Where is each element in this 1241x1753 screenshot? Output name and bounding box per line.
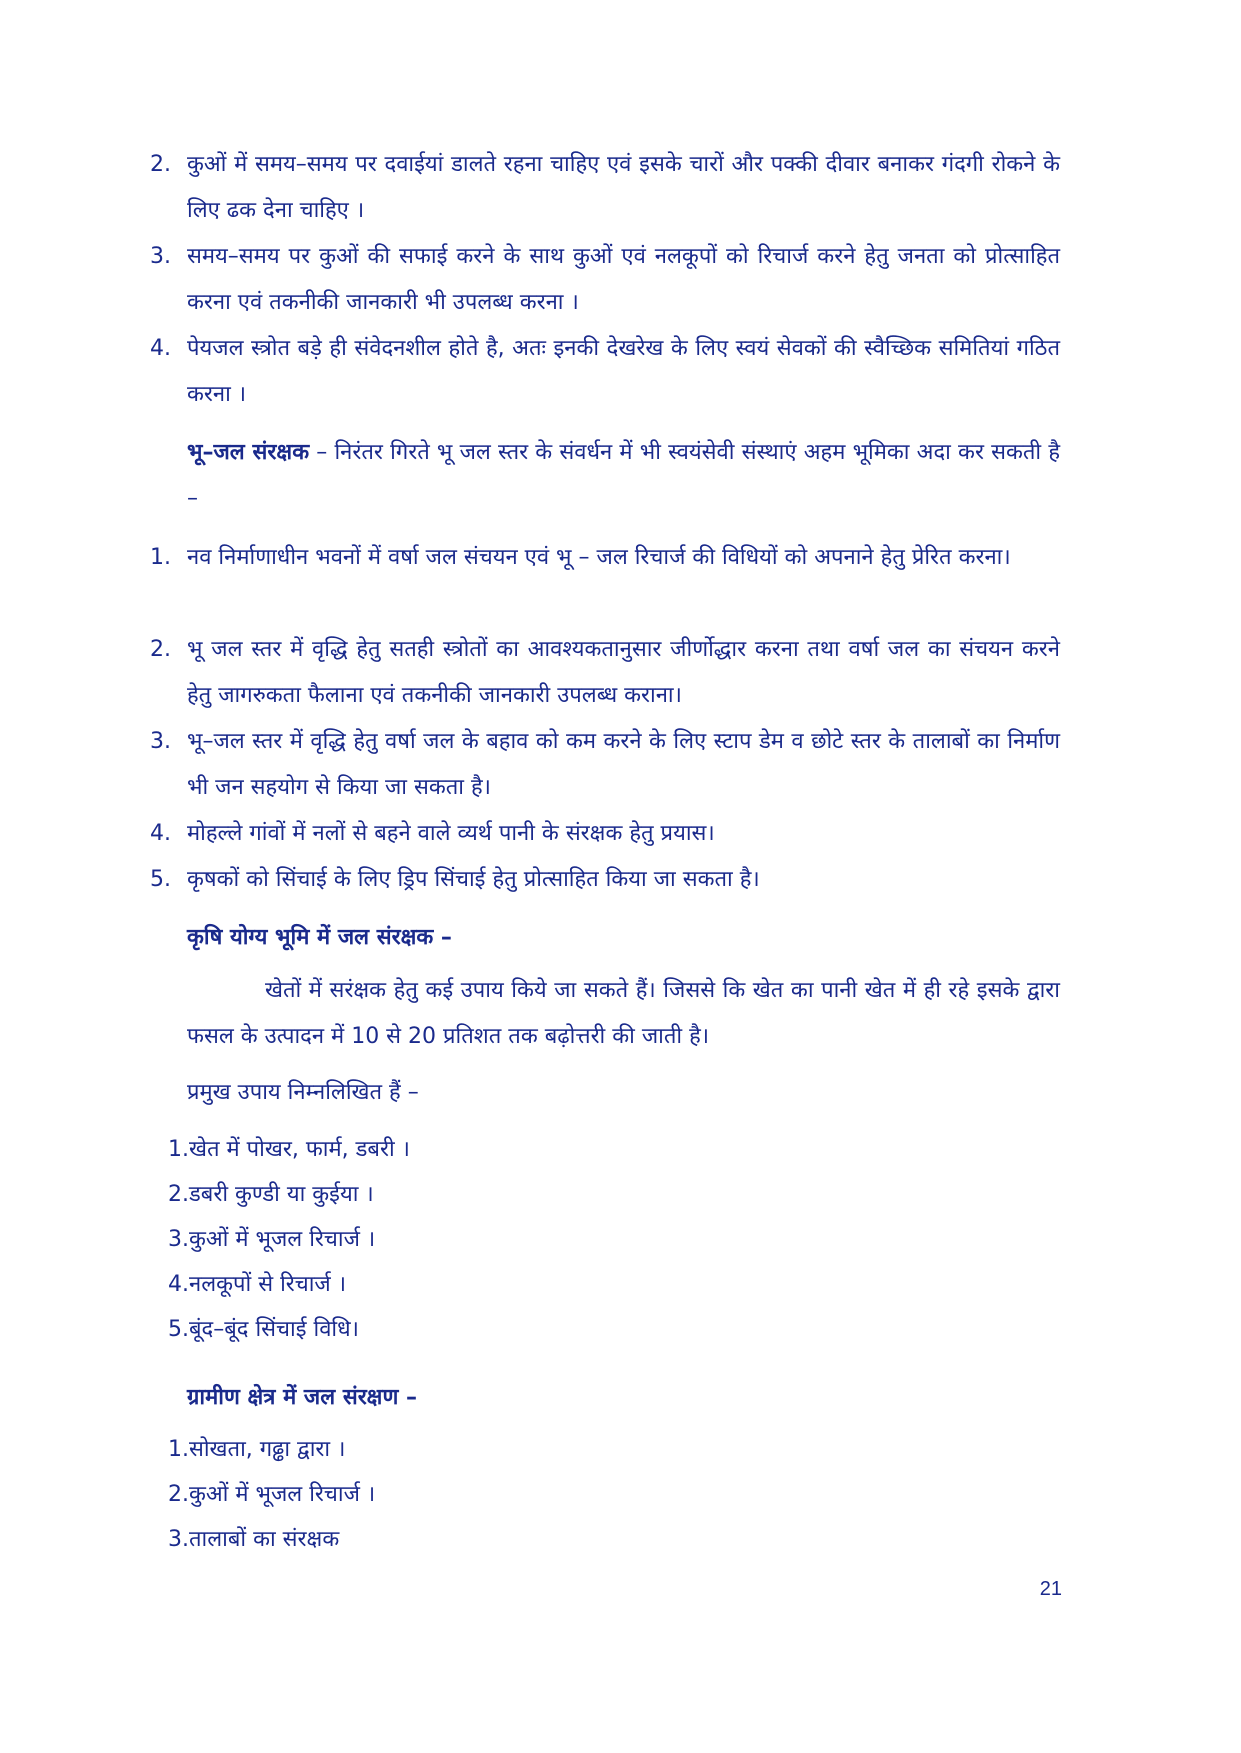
list-number: 1. <box>150 545 171 570</box>
list-item <box>150 811 1060 857</box>
list-item <box>150 535 1060 581</box>
section-title: भू–जल संरक्षक <box>187 440 310 465</box>
list-item <box>150 857 1060 903</box>
section-intro-text: – निरंतर गिरते भू जल स्तर के संवर्धन में भी स्वयंसेवी संस्थाएं अहम भूमिका अदा कर सकती है – <box>187 440 1061 511</box>
list-item <box>150 719 1060 811</box>
list-number: 2. <box>150 637 171 662</box>
list-number: 4. <box>150 821 171 846</box>
section-heading-agriculture <box>187 915 1060 961</box>
list-number: 4. <box>150 336 171 361</box>
list-text: कृषकों को सिंचाई के लिए ड्रिप सिंचाई हेतु प्रोत्साहित किया जा सकता है। <box>187 867 760 892</box>
list-item: 1.खेत में पोखर, फार्म, डबरी । <box>168 1137 411 1162</box>
list-item: 2.डबरी कुण्डी या कुईया । <box>168 1182 374 1207</box>
list-text: कुओं में समय–समय पर दवाईयां डालते रहना चाहिए एवं इसके चारों और पक्की दीवार बनाकर गंदगी रोकने के लिए ढक देना चाहिए । <box>187 152 1060 223</box>
list-text: भू–जल स्तर में वृद्धि हेतु वर्षा जल के बहाव को कम करने के लिए स्टाप डेम व छोटे स्तर के तालाबों का निर्माण भी जन सहयोग से किया जा सकता है। <box>187 729 1060 800</box>
section-heading-groundwater <box>187 430 1060 522</box>
body-paragraph: खेतों में सरंक्षक हेतु कई उपाय किये जा सकते हैं। जिससे कि खेत का पानी खेत में ही रहे इसके द्वारा फसल के उत्पादन में 10 से 20 प्रतिशत तक बढ़ोत्तरी की जाती है। <box>187 978 1060 1049</box>
list-number: 2. <box>150 152 171 177</box>
section-title: ग्रामीण क्षेत्र में जल संरक्षण – <box>187 1385 418 1410</box>
page-number: 21 <box>1039 1578 1062 1600</box>
list-text: मोहल्ले गांवों में नलों से बहने वाले व्यर्थ पानी के संरक्षक हेतु प्रयास। <box>187 821 715 846</box>
list-item <box>150 142 1060 234</box>
section-title: कृषि योग्य भूमि में जल संरक्षक – <box>187 925 452 950</box>
list-number: 3. <box>150 729 171 754</box>
section-heading-rural <box>187 1375 1060 1421</box>
list-text: पेयजल स्त्रोत बड़े ही संवेदनशील होते है, अतः इनकी देखरेख के लिए स्वयं सेवकों की स्वैच्छिक समितियां गठित करना । <box>187 336 1060 407</box>
list-item: 5.बूंद–बूंद सिंचाई विधि। <box>168 1317 360 1342</box>
list-number: 3. <box>150 244 171 269</box>
list-item: 3.कुओं में भूजल रिचार्ज । <box>168 1227 376 1252</box>
list-item: 3.तालाबों का संरक्षक <box>168 1527 340 1552</box>
list-item: 1.सोखता, गढ्ढा द्वारा । <box>168 1437 346 1462</box>
list-item <box>150 627 1060 719</box>
list-text: नव निर्माणाधीन भवनों में वर्षा जल संचयन एवं भू – जल रिचार्ज की विधियों को अपनाने हेतु प्रेरित करना। <box>187 545 1011 570</box>
list-text: भू जल स्तर में वृद्धि हेतु सतही स्त्रोतों का आवश्यकतानुसार जीर्णोद्धार करना तथा वर्षा जल का संचयन करने हेतु जागरुकता फैलाना एवं तकनीकी जानकारी उपलब्ध कराना। <box>187 637 1060 708</box>
list-item <box>150 234 1060 326</box>
list-text: समय–समय पर कुओं की सफाई करने के साथ कुओं एवं नलकूपों को रिचार्ज करने हेतु जनता को प्रोत्साहित करना एवं तकनीकी जानकारी भी उपलब्ध करना । <box>187 244 1060 315</box>
body-paragraph-lead: प्रमुख उपाय निम्नलिखित हैं – <box>187 1080 419 1105</box>
list-item: 4.नलकूपों से रिचार्ज । <box>168 1272 347 1297</box>
list-number: 5. <box>150 867 171 892</box>
list-item: 2.कुओं में भूजल रिचार्ज । <box>168 1482 376 1507</box>
list-item <box>150 326 1060 418</box>
